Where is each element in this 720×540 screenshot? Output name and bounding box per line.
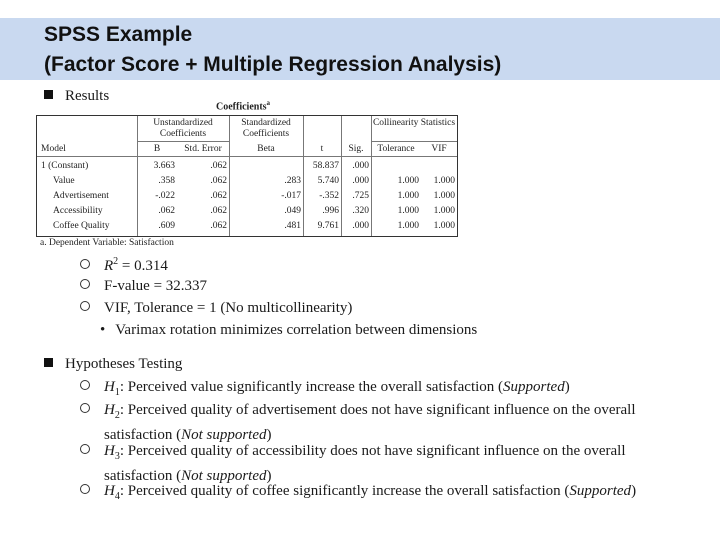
cell-se: .062 xyxy=(210,221,227,231)
col-sig: Sig. xyxy=(348,144,364,154)
cell-se: .062 xyxy=(210,206,227,216)
cell-sig: .000 xyxy=(352,221,369,231)
bullet-varimax: • Varimax rotation minimizes correlation between dimensions xyxy=(100,322,478,338)
header-standardized: Standardized Coefficients xyxy=(241,118,291,139)
cell-t: -.352 xyxy=(319,191,339,201)
coefficients-table xyxy=(36,99,458,249)
row-label: Value xyxy=(53,176,75,186)
col-model: Model xyxy=(41,144,66,154)
cell-sig: .725 xyxy=(352,191,369,201)
row-label: Advertisement xyxy=(53,191,109,201)
cell-vif: 1.000 xyxy=(433,206,455,216)
cell-vif: 1.000 xyxy=(433,176,455,186)
cell-tol: 1.000 xyxy=(397,206,419,216)
slide-title-line2: (Factor Score + Multiple Regression Analysis) xyxy=(44,53,502,76)
cell-sig: .000 xyxy=(352,161,369,171)
bullet-fvalue: F-value = 32.337 xyxy=(80,278,207,295)
cell-se: .062 xyxy=(210,176,227,186)
cell-beta: .049 xyxy=(284,206,301,216)
cell-t: 9.761 xyxy=(317,221,339,231)
bullet-vif: VIF, Tolerance = 1 (No multicollinearity) xyxy=(80,300,352,317)
col-vif: VIF xyxy=(431,144,447,154)
cell-t: 58.837 xyxy=(312,161,339,171)
results-heading-label: Results xyxy=(65,88,110,104)
row-label: Coffee Quality xyxy=(53,221,110,231)
circle-bullet-icon xyxy=(80,484,90,494)
cell-b: .609 xyxy=(158,221,175,231)
header-collinearity: Collinearity Statistics xyxy=(372,118,456,128)
hypothesis-text: $H_2$: Perceived quality of advertisement does not have significant influence on the overall satisfaction (Not supported) xyxy=(104,402,636,443)
cell-tol: 1.000 xyxy=(397,176,419,186)
bullet-r2: $R^2 = 0.314$ xyxy=(80,256,168,275)
table-caption: Coefficients$^a$ xyxy=(216,99,271,113)
cell-sig: .320 xyxy=(352,206,369,216)
cell-se: .062 xyxy=(210,191,227,201)
circle-bullet-icon xyxy=(80,279,90,289)
col-t: t xyxy=(320,144,324,154)
col-tolerance: Tolerance xyxy=(377,144,415,154)
col-b: B xyxy=(153,144,161,154)
circle-bullet-icon xyxy=(80,444,90,454)
table-footnote: a. Dependent Variable: Satisfaction xyxy=(40,238,174,248)
cell-sig: .000 xyxy=(352,176,369,186)
hypothesis-item xyxy=(80,482,680,507)
cell-vif: 1.000 xyxy=(433,221,455,231)
slide-title-line1: SPSS Example xyxy=(44,23,193,46)
col-beta: Beta xyxy=(257,144,275,154)
cell-vif: 1.000 xyxy=(433,191,455,201)
cell-b: -.022 xyxy=(155,191,175,201)
hypotheses-heading-label: Hypotheses Testing xyxy=(65,356,183,372)
row-label: Accessibility xyxy=(53,206,103,216)
row-label: 1 (Constant) xyxy=(41,161,89,171)
cell-b: 3.663 xyxy=(153,161,175,171)
title-band xyxy=(0,18,720,80)
cell-b: .062 xyxy=(158,206,175,216)
hypothesis-text: $H_4$: Perceived quality of coffee significantly increase the overall satisfaction (Supported) xyxy=(104,483,637,502)
col-std-error: Std. Error xyxy=(184,144,222,154)
square-bullet-icon xyxy=(44,90,53,99)
circle-bullet-icon xyxy=(80,301,90,311)
hypothesis-item xyxy=(80,442,680,486)
cell-tol: 1.000 xyxy=(397,221,419,231)
hypothesis-text: $H_1$: Perceived value significantly increase the overall satisfaction (Supported) xyxy=(104,379,570,398)
cell-se: .062 xyxy=(210,161,227,171)
square-bullet-icon xyxy=(44,358,53,367)
cell-beta: .283 xyxy=(284,176,301,186)
circle-bullet-icon xyxy=(80,380,90,390)
cell-b: .358 xyxy=(158,176,175,186)
dot-bullet-icon: • xyxy=(100,322,106,338)
cell-beta: .481 xyxy=(284,221,301,231)
hypothesis-text: $H_3$: Perceived quality of accessibility does not have significant influence on the overall satisfaction (Not supported) xyxy=(104,443,626,484)
circle-bullet-icon xyxy=(80,259,90,269)
cell-t: 5.740 xyxy=(317,176,339,186)
hypothesis-item xyxy=(80,378,680,403)
table-grid xyxy=(36,115,458,237)
hypotheses-heading xyxy=(44,356,182,373)
cell-beta: -.017 xyxy=(281,191,301,201)
header-unstandardized: Unstandardized Coefficients xyxy=(153,118,213,139)
hypothesis-item xyxy=(80,401,680,445)
cell-t: .996 xyxy=(322,206,339,216)
circle-bullet-icon xyxy=(80,403,90,413)
cell-tol: 1.000 xyxy=(397,191,419,201)
